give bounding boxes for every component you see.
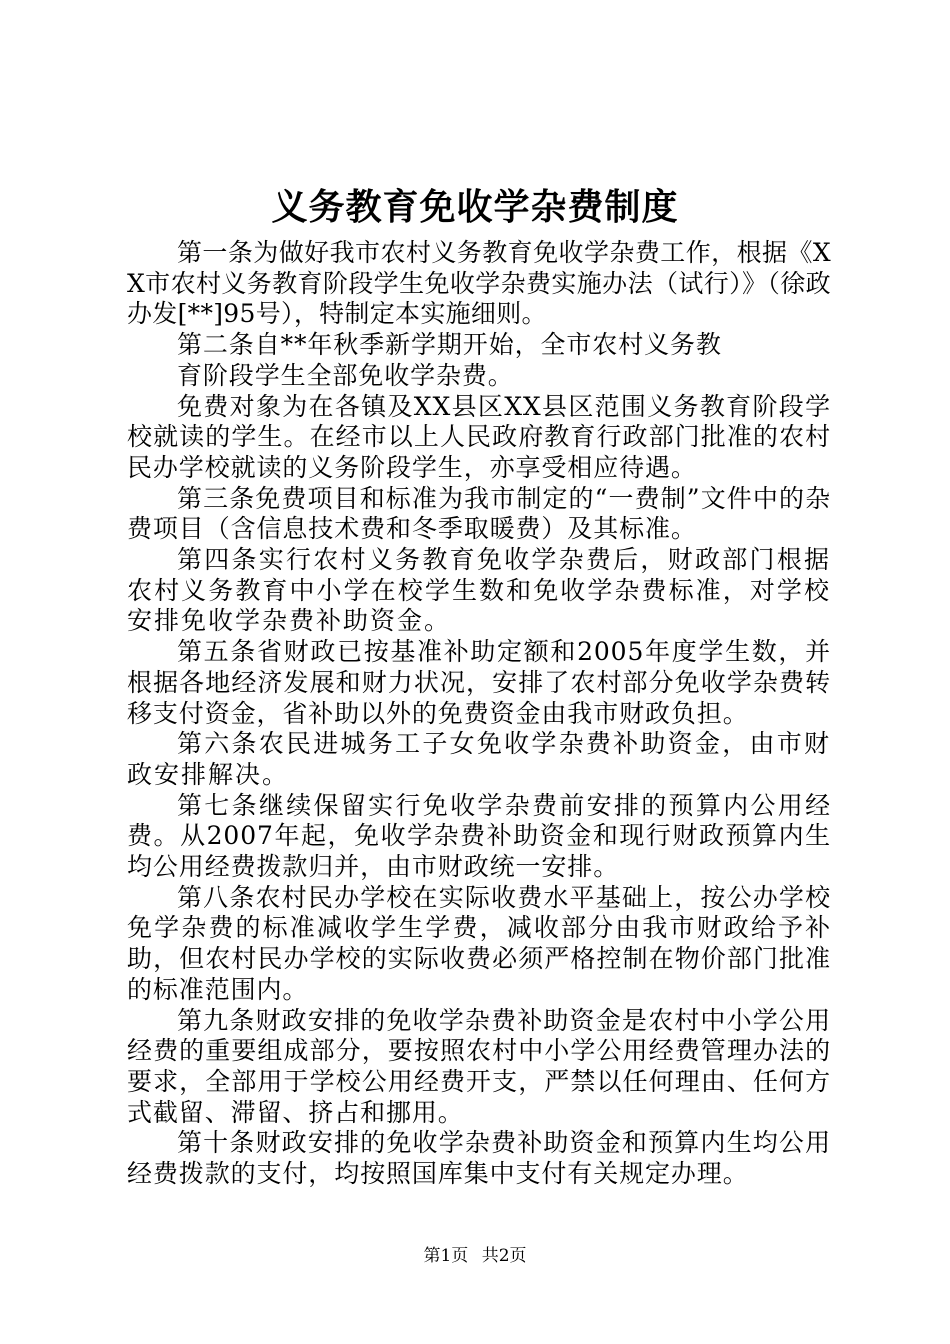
paragraph-article-6: 第六条农民进城务工子女免收学杂费补助资金，由市财政安排解决。 — [127, 729, 831, 789]
paragraph-article-8: 第八条农村民办学校在实际收费水平基础上，按公办学校免学杂费的标准减收学生学费，减收部分由我市财政给予补助，但农村民办学校的实际收费必须严格控制在物价部门批准的标准范围内。 — [127, 882, 831, 1004]
paragraph-article-5: 第五条省财政已按基准补助定额和2005年度学生数，并根据各地经济发展和财力状况，安排了农村部分免收学杂费转移支付资金，省补助以外的免费资金由我市财政负担。 — [127, 637, 831, 728]
page-number: 第1页 — [423, 1246, 469, 1266]
page-footer — [0, 1244, 950, 1268]
page-total: 共2页 — [481, 1246, 527, 1266]
paragraph-article-3: 第三条免费项目和标准为我市制定的“一费制”文件中的杂费项目（含信息技术费和冬季取暖费）及其标准。 — [127, 483, 831, 544]
document-body — [127, 238, 831, 1190]
paragraph-article-2-part-2: 育阶段学生全部免收学杂费。 — [177, 360, 514, 390]
paragraph-article-2-part-1: 第二条自**年秋季新学期开始，全市农村义务教 — [177, 330, 722, 360]
paragraph-article-10: 第十条财政安排的免收学杂费补助资金和预算内生均公用经费拨款的支付，均按照国库集中支付有关规定办理。 — [127, 1128, 831, 1189]
paragraph-article-7: 第七条继续保留实行免收学杂费前安排的预算内公用经费。从2007年起，免收学杂费补助资金和现行财政预算内生均公用经费拨款归并，由市财政统一安排。 — [127, 790, 831, 882]
paragraph-article-9: 第九条财政安排的免收学杂费补助资金是农村中小学公用经费的重要组成部分，要按照农村中小学公用经费管理办法的要求，全部用于学校公用经费开支，严禁以任何理由、任何方式截留、滞留、挤占和挪用。 — [127, 1005, 831, 1127]
document-title: 义务教育免收学杂费制度 — [271, 186, 679, 228]
paragraph-article-4: 第四条实行农村义务教育免收学杂费后，财政部门根据农村义务教育中小学在校学生数和免收学杂费标准，对学校安排免收学杂费补助资金。 — [127, 545, 831, 636]
paragraph-article-1: 第一条为做好我市农村义务教育免收学杂费工作，根据《XX市农村义务教育阶段学生免收学杂费实施办法（试行）》（徐政办发[**]95号），特制定本实施细则。 — [127, 238, 831, 329]
paragraph-free-recipients: 免费对象为在各镇及XX县区XX县区范围义务教育阶段学校就读的学生。在经市以上人民政府教育行政部门批准的农村民办学校就读的义务阶段学生，亦享受相应待遇。 — [127, 391, 831, 482]
